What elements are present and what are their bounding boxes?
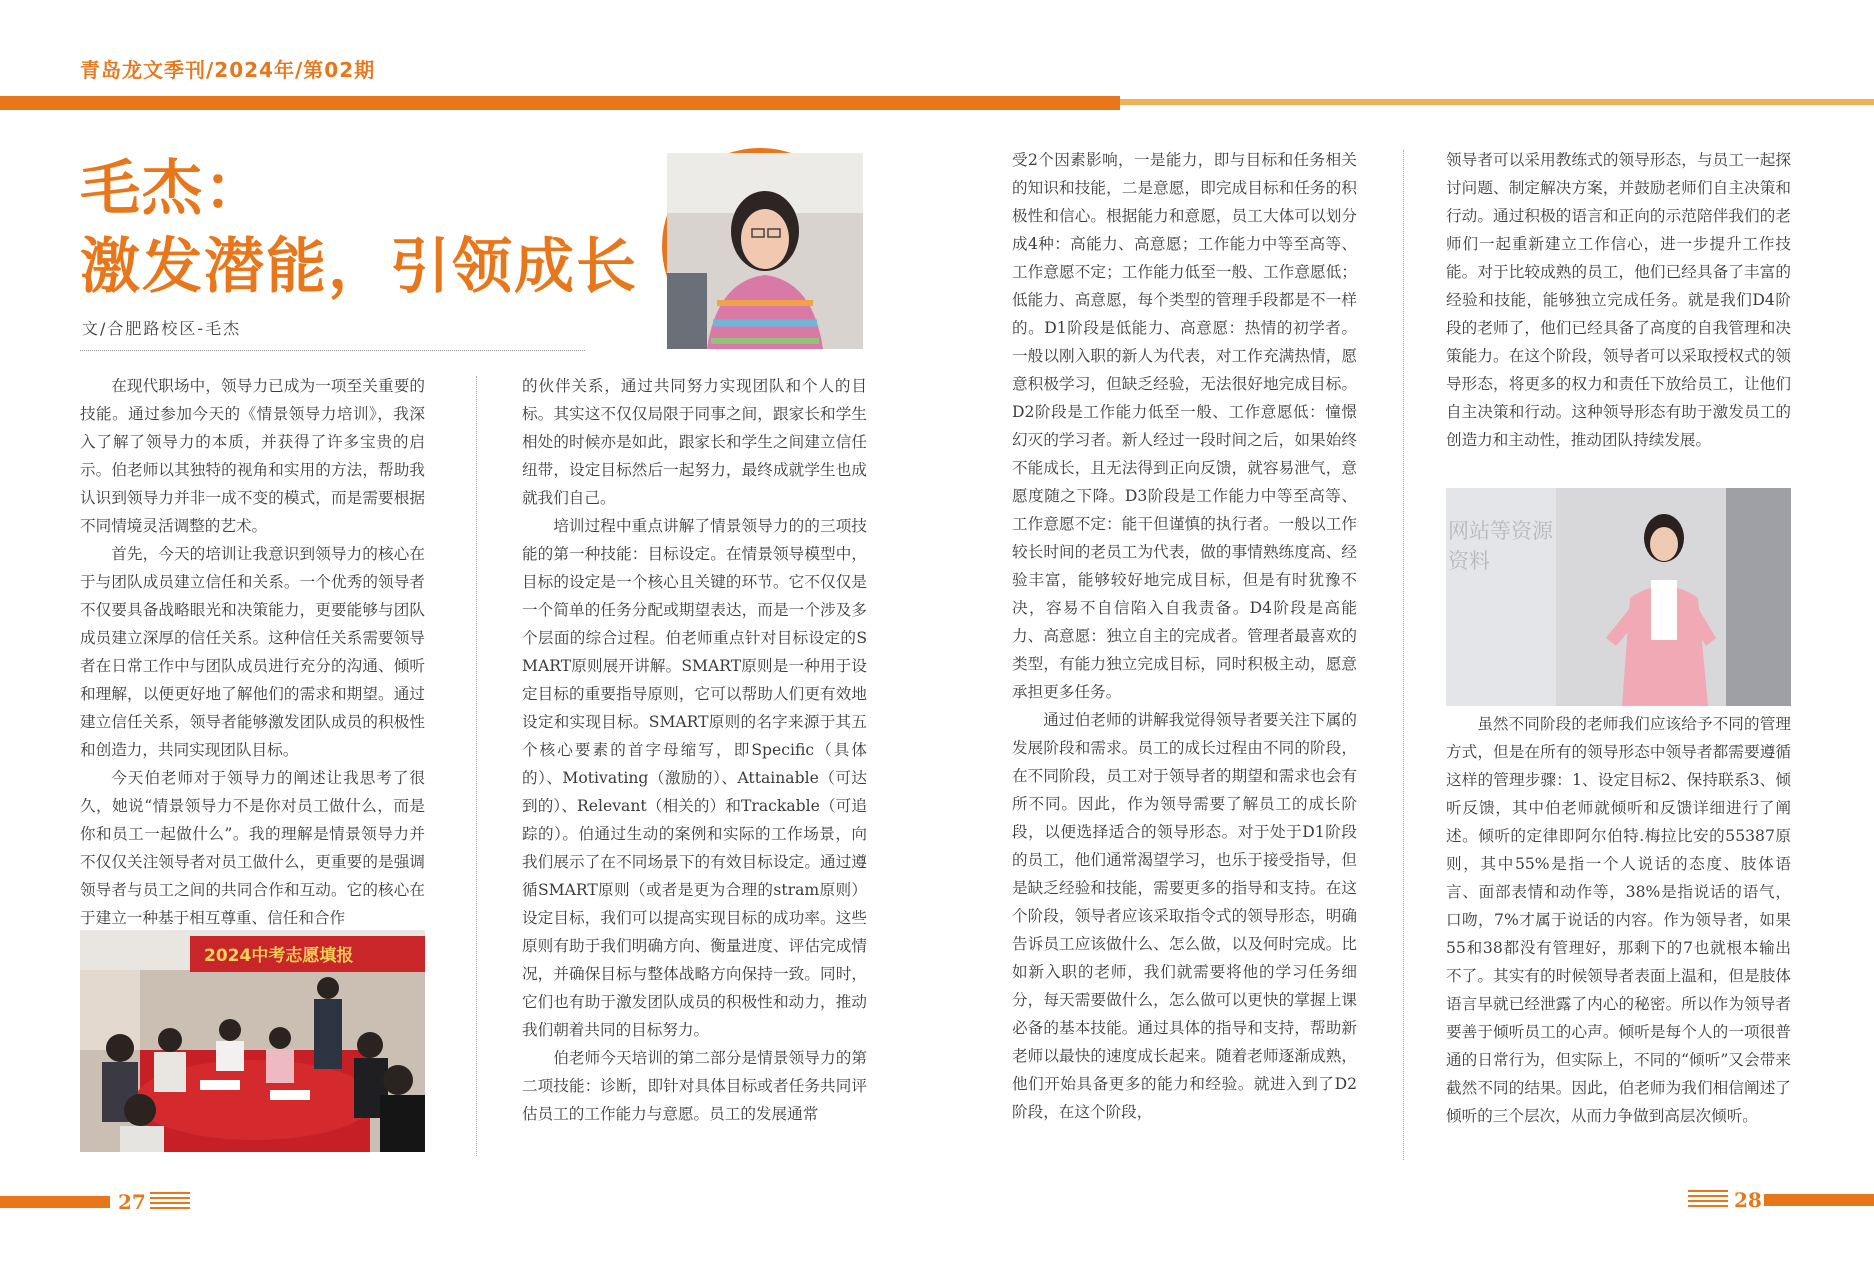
article-title — [80, 150, 638, 306]
paragraph: 今天伯老师对于领导力的阐述让我思考了很久，她说“情景领导力不是你对员工做什么，而是你和员工一起做什么”。我的理解是情景领导力并不仅仅关注领导者对员工做什么，更重要的是强调领导者与员工之间的共同合作和互动。它的核心在于建立一种基于相互尊重、信任和合作 — [80, 769, 425, 927]
paragraph: 在现代职场中，领导力已成为一项至关重要的技能。通过参加今天的《情景领导力培训》，我深入了解了领导力的本质，并获得了许多宝贵的启示。伯老师以其独特的视角和实用的方法，帮助我认识到领导力并非一成不变的模式，而是需要根据不同情境灵活调整的艺术。 — [80, 377, 425, 535]
article-title-line2: 激发潜能，引领成长 — [80, 232, 638, 302]
header-bar-left — [0, 96, 1120, 110]
paragraph: 伯老师今天培训的第二部分是情景领导力的第二项技能：诊断，即针对具体目标或者任务共同评估员工的工作能力与意愿。员工的发展通常 — [522, 1049, 867, 1123]
author-portrait-image — [667, 153, 863, 349]
page-number-right: 28 — [1734, 1188, 1762, 1212]
text-column-4 — [1446, 146, 1791, 482]
paragraph: 虽然不同阶段的老师我们应该给予不同的管理方式，但是在所有的领导形态中领导者都需要遵循这样的管理步骤：1、设定目标2、保持联系3、倾听反馈，其中伯老师就倾听和反馈详细进行了阐述。倾听的定律即阿尔伯特.梅拉比安的55387原则，其中55%是指一个人说话的态度、肢体语言、面部表情和动作等，38%是指说话的语气，口吻，7%才属于说话的内容。作为领导者，如果55和38都没有管理好，那剩下的7也就根本输出不了。其实有的时候领导者表面上温和，但是肢体语言早就已经泄露了内心的秘密。所以作为领导者要善于倾听员工的心声。倾听是每个人的一项很普通的日常行为，但实际上，不同的“倾听”又会带来截然不同的结果。因此，伯老师为我们相信阐述了倾听的三个层次，从而力争做到高层次倾听。 — [1446, 715, 1791, 1125]
title-divider — [80, 350, 585, 351]
text-column-2 — [522, 372, 867, 1123]
paragraph: 首先，今天的培训让我意识到领导力的核心在于与团队成员建立信任和关系。一个优秀的领导者不仅要具备战略眼光和决策能力，更要能够与团队成员建立深厚的信任关系。这种信任关系需要领导者在日常工作中与团队成员进行充分的沟通、倾听和理解，以便更好地了解他们的需求和期望。通过建立信任关系，领导者能够激发团队成员的积极性和创造力，共同实现团队目标。 — [80, 545, 425, 759]
column-separator — [476, 376, 477, 1156]
speaker-photo-image — [1446, 488, 1791, 706]
paragraph: 的伙伴关系，通过共同努力实现团队和个人的目标。其实这不仅仅局限于同事之间，跟家长和学生相处的时候亦是如此，跟家长和学生之间建立信任纽带，设定目标然后一起努力，最终成就学生也成就我们自己。 — [522, 377, 867, 507]
article-byline: 文/合肥路校区-毛杰 — [82, 319, 242, 338]
paragraph: 通过伯老师的讲解我觉得领导者要关注下属的发展阶段和需求。员工的成长过程由不同的阶段，在不同阶段，员工对于领导者的期望和需求也会有所不同。因此，作为领导需要了解员工的成长阶段，以便选择适合的领导形态。对于处于D1阶段的员工，他们通常渴望学习，也乐于接受指导，但是缺乏经验和技能，需要更多的指导和支持。在这个阶段，领导者应该采取指令式的领导形态，明确告诉员工应该做什么、怎么做，以及何时完成。比如新入职的老师，我们就需要将他的学习任务细分，每天需要做什么，怎么做可以更快的掌握上课必备的基本技能。通过具体的指导和支持，帮助新老师以最快的速度成长起来。随着老师逐渐成熟，他们开始具备更多的能力和经验。就进入到了D2阶段，在这个阶段， — [1012, 711, 1357, 1121]
magazine-header-title: 青岛龙文季刊/2024年/第02期 — [80, 58, 376, 82]
footer-bar-right — [1764, 1194, 1874, 1206]
footer-lines-right — [1688, 1190, 1728, 1212]
footer-bar-left — [0, 1196, 110, 1208]
training-group-photo — [80, 930, 425, 1152]
photo-banner-text: 2024中考志愿填报 — [204, 946, 354, 966]
speaker-photo — [1446, 488, 1791, 706]
header-bar-right — [1120, 99, 1874, 105]
column-separator — [1403, 150, 1404, 1160]
article-title-line1: 毛杰： — [80, 154, 266, 224]
author-portrait — [662, 148, 858, 344]
text-column-3 — [1012, 146, 1357, 1162]
footer-lines-left — [150, 1192, 190, 1214]
page-number-left: 27 — [118, 1190, 146, 1214]
training-group-photo-image — [80, 930, 425, 1152]
paragraph: 培训过程中重点讲解了情景领导力的的三项技能的第一种技能：目标设定。在情景领导模型中，目标的设定是一个核心且关键的环节。它不仅仅是一个简单的任务分配或期望表达，而是一个涉及多个层面的综合过程。伯老师重点针对目标设定的SMART原则展开讲解。SMART原则是一种用于设定目标的重要指导原则，它可以帮助人们更有效地设定和实现目标。SMART原则的名字来源于其五个核心要素的首字母缩写，即Specific（具体的）、Motivating（激励的）、Attainable（可达到的）、Relevant（相关的）和Trackable（可追踪的）。伯通过生动的案例和实际的工作场景，向我们展示了在不同场景下的有效目标设定。通过遵循SMART原则（或者是更为合理的stram原则）设定目标，我们可以提高实现目标的成功率。这些原则有助于我们明确方向、衡量进度、评估完成情况，并确保目标与整体战略方向保持一致。同时，它们也有助于激发团队成员的积极性和动力，推动我们朝着共同的目标努力。 — [522, 517, 867, 1039]
paragraph: 领导者可以采用教练式的领导形态，与员工一起探讨问题、制定解决方案，并鼓励老师们自主决策和行动。通过积极的语言和正向的示范陪伴我们的老师们一起重新建立工作信心，进一步提升工作技能。对于比较成熟的员工，他们已经具备了丰富的经验和技能，能够独立完成任务。就是我们D4阶段的老师了，他们已经具备了高度的自我管理和决策能力。在这个阶段，领导者可以采取授权式的领导形态，将更多的权力和责任下放给员工，让他们自主决策和行动。这种领导形态有助于激发员工的创造力和主动性，推动团队持续发展。 — [1446, 151, 1791, 449]
paragraph: 受2个因素影响，一是能力，即与目标和任务相关的知识和技能，二是意愿，即完成目标和任务的积极性和信心。根据能力和意愿，员工大体可以划分成4种：高能力、高意愿；工作能力中等至高等、工作意愿不定；工作能力低至一般、工作意愿低；低能力、高意愿，每个类型的管理手段都是不一样的。D1阶段是低能力、高意愿：热情的初学者。一般以刚入职的新人为代表，对工作充满热情，愿意积极学习，但缺乏经验，无法很好地完成目标。D2阶段是工作能力低至一般、工作意愿低：憧憬幻灭的学习者。新人经过一段时间之后，如果始终不能成长，且无法得到正向反馈，就容易泄气，意愿度随之下降。D3阶段是工作能力中等至高等、工作意愿不定：能干但谨慎的执行者。一般以工作较长时间的老员工为代表，做的事情熟练度高、经验丰富，能够较好地完成目标，但是有时犹豫不决，容易不自信陷入自我责备。D4阶段是高能力、高意愿：独立自主的完成者。管理者最喜欢的类型，有能力独立完成目标，同时积极主动，愿意承担更多任务。 — [1012, 151, 1357, 701]
photo-screen-text-1: 网站等资源 — [1448, 519, 1553, 543]
text-column-1 — [80, 372, 425, 927]
photo-screen-text-2: 资料 — [1448, 549, 1490, 573]
text-column-4-continued — [1446, 710, 1791, 1162]
